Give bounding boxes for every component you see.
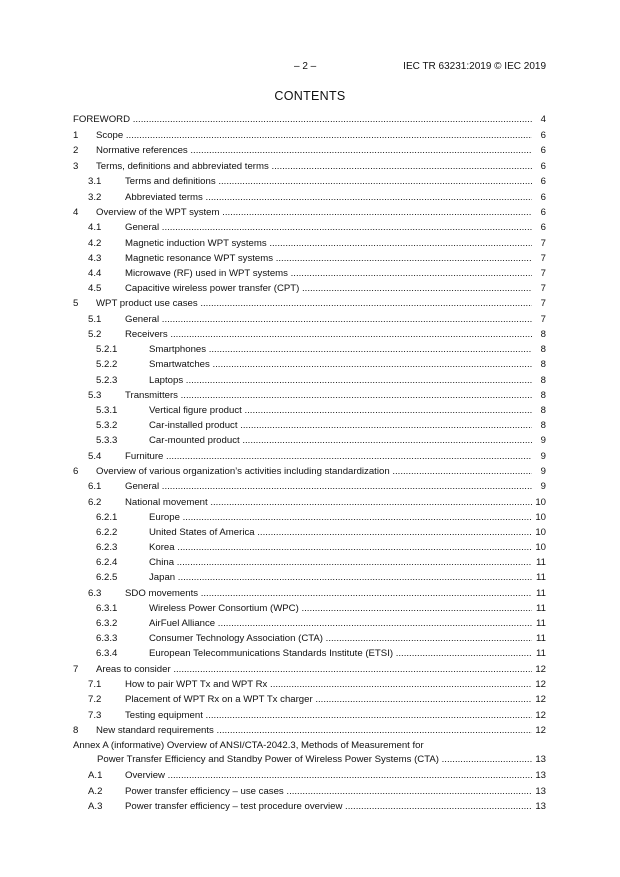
- toc-entry[interactable]: [73, 205, 546, 221]
- toc-annex-list: [73, 768, 546, 814]
- toc-entry-label: Overview .....: [125, 768, 532, 783]
- toc-entry-page: 8: [540, 405, 546, 416]
- toc-entry-number: 4.4: [88, 267, 102, 279]
- toc-entry-number: 5: [73, 298, 79, 310]
- toc-entry[interactable]: [73, 449, 546, 464]
- toc-entry[interactable]: [73, 723, 546, 739]
- toc-entry-number: 1: [73, 129, 79, 141]
- toc-entry-label: Overview of the WPT system .....: [96, 205, 532, 221]
- toc-entry-page: 7: [540, 267, 546, 279]
- toc-entry-label: Car-installed product .....: [149, 418, 532, 433]
- toc-entry-number: 4.2: [88, 237, 102, 249]
- toc-entry-label: Smartphones .....: [149, 342, 532, 357]
- toc-entry[interactable]: [73, 373, 546, 388]
- toc-entry-label: European Telecommunications Standards Institute (ETSI) .....: [149, 646, 532, 661]
- toc-entry[interactable]: [73, 220, 546, 235]
- toc-entry-label: Capacitive wireless power transfer (CPT) .....: [125, 281, 532, 296]
- toc-entry-number: 6.3.1: [96, 602, 118, 614]
- toc-entry[interactable]: [73, 525, 546, 540]
- toc-entry[interactable]: [73, 312, 546, 327]
- toc-entry-page: 11: [536, 602, 546, 614]
- toc-entry-page: 10: [535, 496, 546, 508]
- toc-entry-page: 7: [540, 298, 546, 310]
- toc-entry-number: 5.2.3: [96, 374, 118, 386]
- toc-entry-page: 6: [540, 176, 546, 188]
- toc-entry-number: 5.4: [88, 450, 102, 462]
- toc-entry[interactable]: [73, 510, 546, 525]
- toc-entry-number: 6.2.5: [96, 572, 118, 584]
- toc-entry-number: 3.1: [88, 176, 102, 188]
- toc-entry-number: A.2: [88, 785, 103, 797]
- toc-entry-number: 5.3.1: [96, 405, 118, 416]
- toc-entry-label: How to pair WPT Tx and WPT Rx .....: [125, 677, 532, 692]
- toc-entry[interactable]: [73, 357, 546, 372]
- toc-entry-label: New standard requirements .....: [96, 723, 532, 739]
- toc-entry[interactable]: [73, 266, 546, 281]
- toc-entry-number: 6.2.3: [96, 542, 118, 554]
- toc-entry[interactable]: [73, 327, 546, 342]
- toc-entry-page: 11: [536, 618, 546, 630]
- toc-entry-label: Car-mounted product .....: [149, 433, 532, 448]
- annex-page-number: 13: [535, 754, 546, 766]
- toc-entry[interactable]: [73, 768, 546, 783]
- toc-entry-number: 4.1: [88, 222, 102, 234]
- toc-entry-page: 9: [540, 465, 546, 477]
- toc-entry[interactable]: [73, 495, 546, 510]
- toc-annex-entry[interactable]: [73, 738, 546, 768]
- toc-entry-label: Vertical figure product .....: [149, 403, 532, 418]
- toc-entry[interactable]: [73, 174, 546, 189]
- toc-entry-page: 8: [540, 389, 546, 401]
- toc-entry-page: 7: [540, 252, 546, 264]
- toc-entry-page: 13: [535, 800, 546, 812]
- page-header-doc-ref: IEC TR 63231:2019 © IEC 2019: [403, 61, 546, 72]
- toc-entry-label: Receivers .....: [125, 327, 532, 342]
- toc-entry-label: Testing equipment .....: [125, 708, 532, 723]
- toc-entry[interactable]: [73, 646, 546, 661]
- toc-entry-page: 9: [540, 435, 546, 447]
- toc-entry-page: 12: [535, 709, 546, 721]
- toc-entry-number: 5.3: [88, 389, 102, 401]
- toc-entry-page: 9: [540, 450, 546, 462]
- toc-entry[interactable]: [73, 677, 546, 692]
- toc-main-list: [73, 112, 546, 738]
- toc-entry-label: Overview of various organization’s activities including standardization .....: [96, 464, 532, 480]
- toc-entry-number: 5.2.2: [96, 359, 118, 371]
- toc-entry-number: 6.2.4: [96, 557, 118, 569]
- toc-entry-number: 5.2: [88, 329, 102, 341]
- toc-entry-number: 5.3.2: [96, 420, 118, 432]
- toc-entry-label: Magnetic resonance WPT systems .....: [125, 251, 532, 266]
- toc-entry-number: 4: [73, 206, 79, 218]
- toc-entry[interactable]: [73, 296, 546, 312]
- toc-entry[interactable]: [73, 388, 546, 403]
- toc-entry-label: General .....: [125, 479, 532, 494]
- toc-entry-page: 13: [535, 785, 546, 797]
- toc-entry[interactable]: [73, 464, 546, 480]
- toc-entry-number: 6: [73, 465, 79, 477]
- toc-entry-page: 10: [535, 526, 546, 538]
- toc-entry-number: 4.5: [88, 283, 102, 295]
- toc-entry-label: Consumer Technology Association (CTA) .....: [149, 631, 532, 646]
- toc-entry-label: Power transfer efficiency – use cases .....: [125, 784, 532, 799]
- toc-entry[interactable]: [73, 143, 546, 159]
- toc-entry-page: 8: [540, 359, 546, 371]
- toc-entry-number: 6.3.4: [96, 648, 118, 660]
- toc-entry-label: Wireless Power Consortium (WPC) .....: [149, 601, 532, 616]
- toc-entry-page: 4: [540, 114, 546, 125]
- toc-entry-number: 3: [73, 160, 79, 172]
- toc-entry-label: Terms and definitions .....: [125, 174, 532, 189]
- toc-entry[interactable]: [73, 281, 546, 296]
- toc-entry-label: Japan .....: [149, 570, 532, 585]
- toc-entry[interactable]: [73, 251, 546, 266]
- toc-entry[interactable]: [73, 631, 546, 646]
- toc-entry-label: FOREWORD .....: [73, 112, 532, 128]
- toc-entry[interactable]: [73, 692, 546, 707]
- toc-entry[interactable]: [73, 784, 546, 799]
- toc-entry-page: 7: [540, 313, 546, 325]
- toc-entry-number: 7.2: [88, 694, 102, 706]
- toc-entry[interactable]: [73, 236, 546, 251]
- toc-entry-page: 8: [540, 344, 546, 356]
- toc-entry-label: Korea .....: [149, 540, 532, 555]
- toc-entry-page: 6: [540, 222, 546, 234]
- toc-entry-page: 10: [535, 542, 546, 554]
- toc-entry-label: Smartwatches .....: [149, 357, 532, 372]
- toc-entry-number: 7.1: [88, 679, 102, 691]
- toc-entry-number: 6.1: [88, 481, 102, 493]
- toc-entry-label: Abbreviated terms .....: [125, 190, 532, 205]
- toc-entry-label: Laptops .....: [149, 373, 532, 388]
- toc-entry[interactable]: [73, 799, 546, 814]
- toc-entry-page: 11: [536, 587, 546, 599]
- toc-entry[interactable]: [73, 403, 546, 418]
- toc-entry-page: 8: [540, 420, 546, 432]
- toc-entry[interactable]: [73, 601, 546, 616]
- toc-entry-page: 11: [536, 648, 546, 660]
- toc-entry-page: 12: [535, 663, 546, 675]
- toc-entry-page: 13: [535, 770, 546, 782]
- toc-entry-page: 10: [535, 511, 546, 523]
- toc-entry-label: Magnetic induction WPT systems .....: [125, 236, 532, 251]
- toc-entry-label: Transmitters .....: [125, 388, 532, 403]
- toc-entry-label: Normative references .....: [96, 143, 532, 159]
- toc-entry-number: 6.2.2: [96, 526, 118, 538]
- toc-entry[interactable]: [73, 586, 546, 601]
- toc-entry-page: 6: [540, 145, 546, 157]
- toc-entry-label: Terms, definitions and abbreviated terms .....: [96, 159, 532, 175]
- toc-entry-label: AirFuel Alliance .....: [149, 616, 532, 631]
- toc-entry[interactable]: [73, 190, 546, 205]
- toc-entry[interactable]: [73, 479, 546, 494]
- toc-entry-number: 6.3: [88, 587, 102, 599]
- toc-entry[interactable]: [73, 433, 546, 448]
- toc-entry-label: United States of America .....: [149, 525, 532, 540]
- toc-entry-page: 12: [535, 724, 546, 736]
- toc-entry-number: 2: [73, 145, 79, 157]
- toc-entry-number: 5.3.3: [96, 435, 118, 447]
- toc-entry-page: 11: [536, 557, 546, 569]
- page-title: CONTENTS: [274, 89, 346, 103]
- toc-entry-page: 8: [540, 329, 546, 341]
- toc-entry[interactable]: [73, 128, 546, 144]
- annex-title-line-1: Annex A (informative) Overview of ANSI/CTA-2042.3, Methods of Measurement for: [73, 740, 424, 752]
- toc-entry-number: 8: [73, 724, 79, 736]
- toc-entry-label: Placement of WPT Rx on a WPT Tx charger .....: [125, 692, 532, 707]
- toc-entry-label: China .....: [149, 555, 532, 570]
- toc-entry-page: 11: [536, 633, 546, 645]
- toc-entry[interactable]: [73, 159, 546, 175]
- toc-entry-page: 6: [540, 206, 546, 218]
- toc-entry-number: 6.3.3: [96, 633, 118, 645]
- toc-entry[interactable]: [73, 708, 546, 723]
- toc-entry-number: 6.2.1: [96, 511, 118, 523]
- toc-entry-number: 6.3.2: [96, 618, 118, 630]
- annex-title-line-2: Power Transfer Efficiency and Standby Power of Wireless Power Systems (CTA) .....: [97, 753, 532, 767]
- toc-entry-page: 8: [540, 374, 546, 386]
- toc-entry-number: A.1: [88, 770, 103, 782]
- toc-entry-page: 12: [535, 679, 546, 691]
- toc-entry[interactable]: [73, 555, 546, 570]
- toc-entry[interactable]: [73, 616, 546, 631]
- toc-entry-number: 4.3: [88, 252, 102, 264]
- toc-entry[interactable]: [73, 540, 546, 555]
- toc-entry-label: SDO movements .....: [125, 586, 532, 601]
- toc-entry[interactable]: [73, 662, 546, 678]
- page-header-number: – 2 –: [294, 61, 317, 72]
- toc-entry-page: 9: [540, 481, 546, 493]
- toc-entry-label: WPT product use cases .....: [96, 296, 532, 312]
- toc-entry-page: 12: [535, 694, 546, 706]
- toc-entry-label: National movement .....: [125, 495, 532, 510]
- toc-entry-label: General .....: [125, 312, 532, 327]
- table-of-contents: [73, 112, 546, 814]
- toc-entry[interactable]: [73, 342, 546, 357]
- toc-entry-page: 11: [536, 572, 546, 584]
- toc-entry[interactable]: [73, 418, 546, 433]
- toc-entry-label: General .....: [125, 220, 532, 235]
- toc-entry-label: Europe .....: [149, 510, 532, 525]
- toc-entry[interactable]: [73, 112, 546, 128]
- toc-entry-number: 3.2: [88, 191, 102, 203]
- toc-entry-page: 7: [540, 237, 546, 249]
- toc-entry[interactable]: [73, 570, 546, 585]
- toc-entry-number: 5.1: [88, 313, 102, 325]
- toc-entry-label: Furniture .....: [125, 449, 532, 464]
- toc-entry-page: 6: [540, 191, 546, 203]
- toc-entry-number: 7.3: [88, 709, 102, 721]
- toc-entry-number: 6.2: [88, 496, 102, 508]
- toc-entry-page: 6: [540, 160, 546, 172]
- toc-entry-label: Microwave (RF) used in WPT systems .....: [125, 266, 532, 281]
- toc-entry-number: A.3: [88, 800, 103, 812]
- toc-entry-label: Power transfer efficiency – test procedure overview .....: [125, 799, 532, 814]
- toc-entry-page: 6: [540, 129, 546, 141]
- toc-entry-page: 7: [540, 283, 546, 295]
- toc-entry-label: Areas to consider .....: [96, 662, 532, 678]
- toc-entry-label: Scope .....: [96, 128, 532, 144]
- toc-entry-number: 7: [73, 663, 79, 675]
- toc-entry-number: 5.2.1: [96, 344, 118, 356]
